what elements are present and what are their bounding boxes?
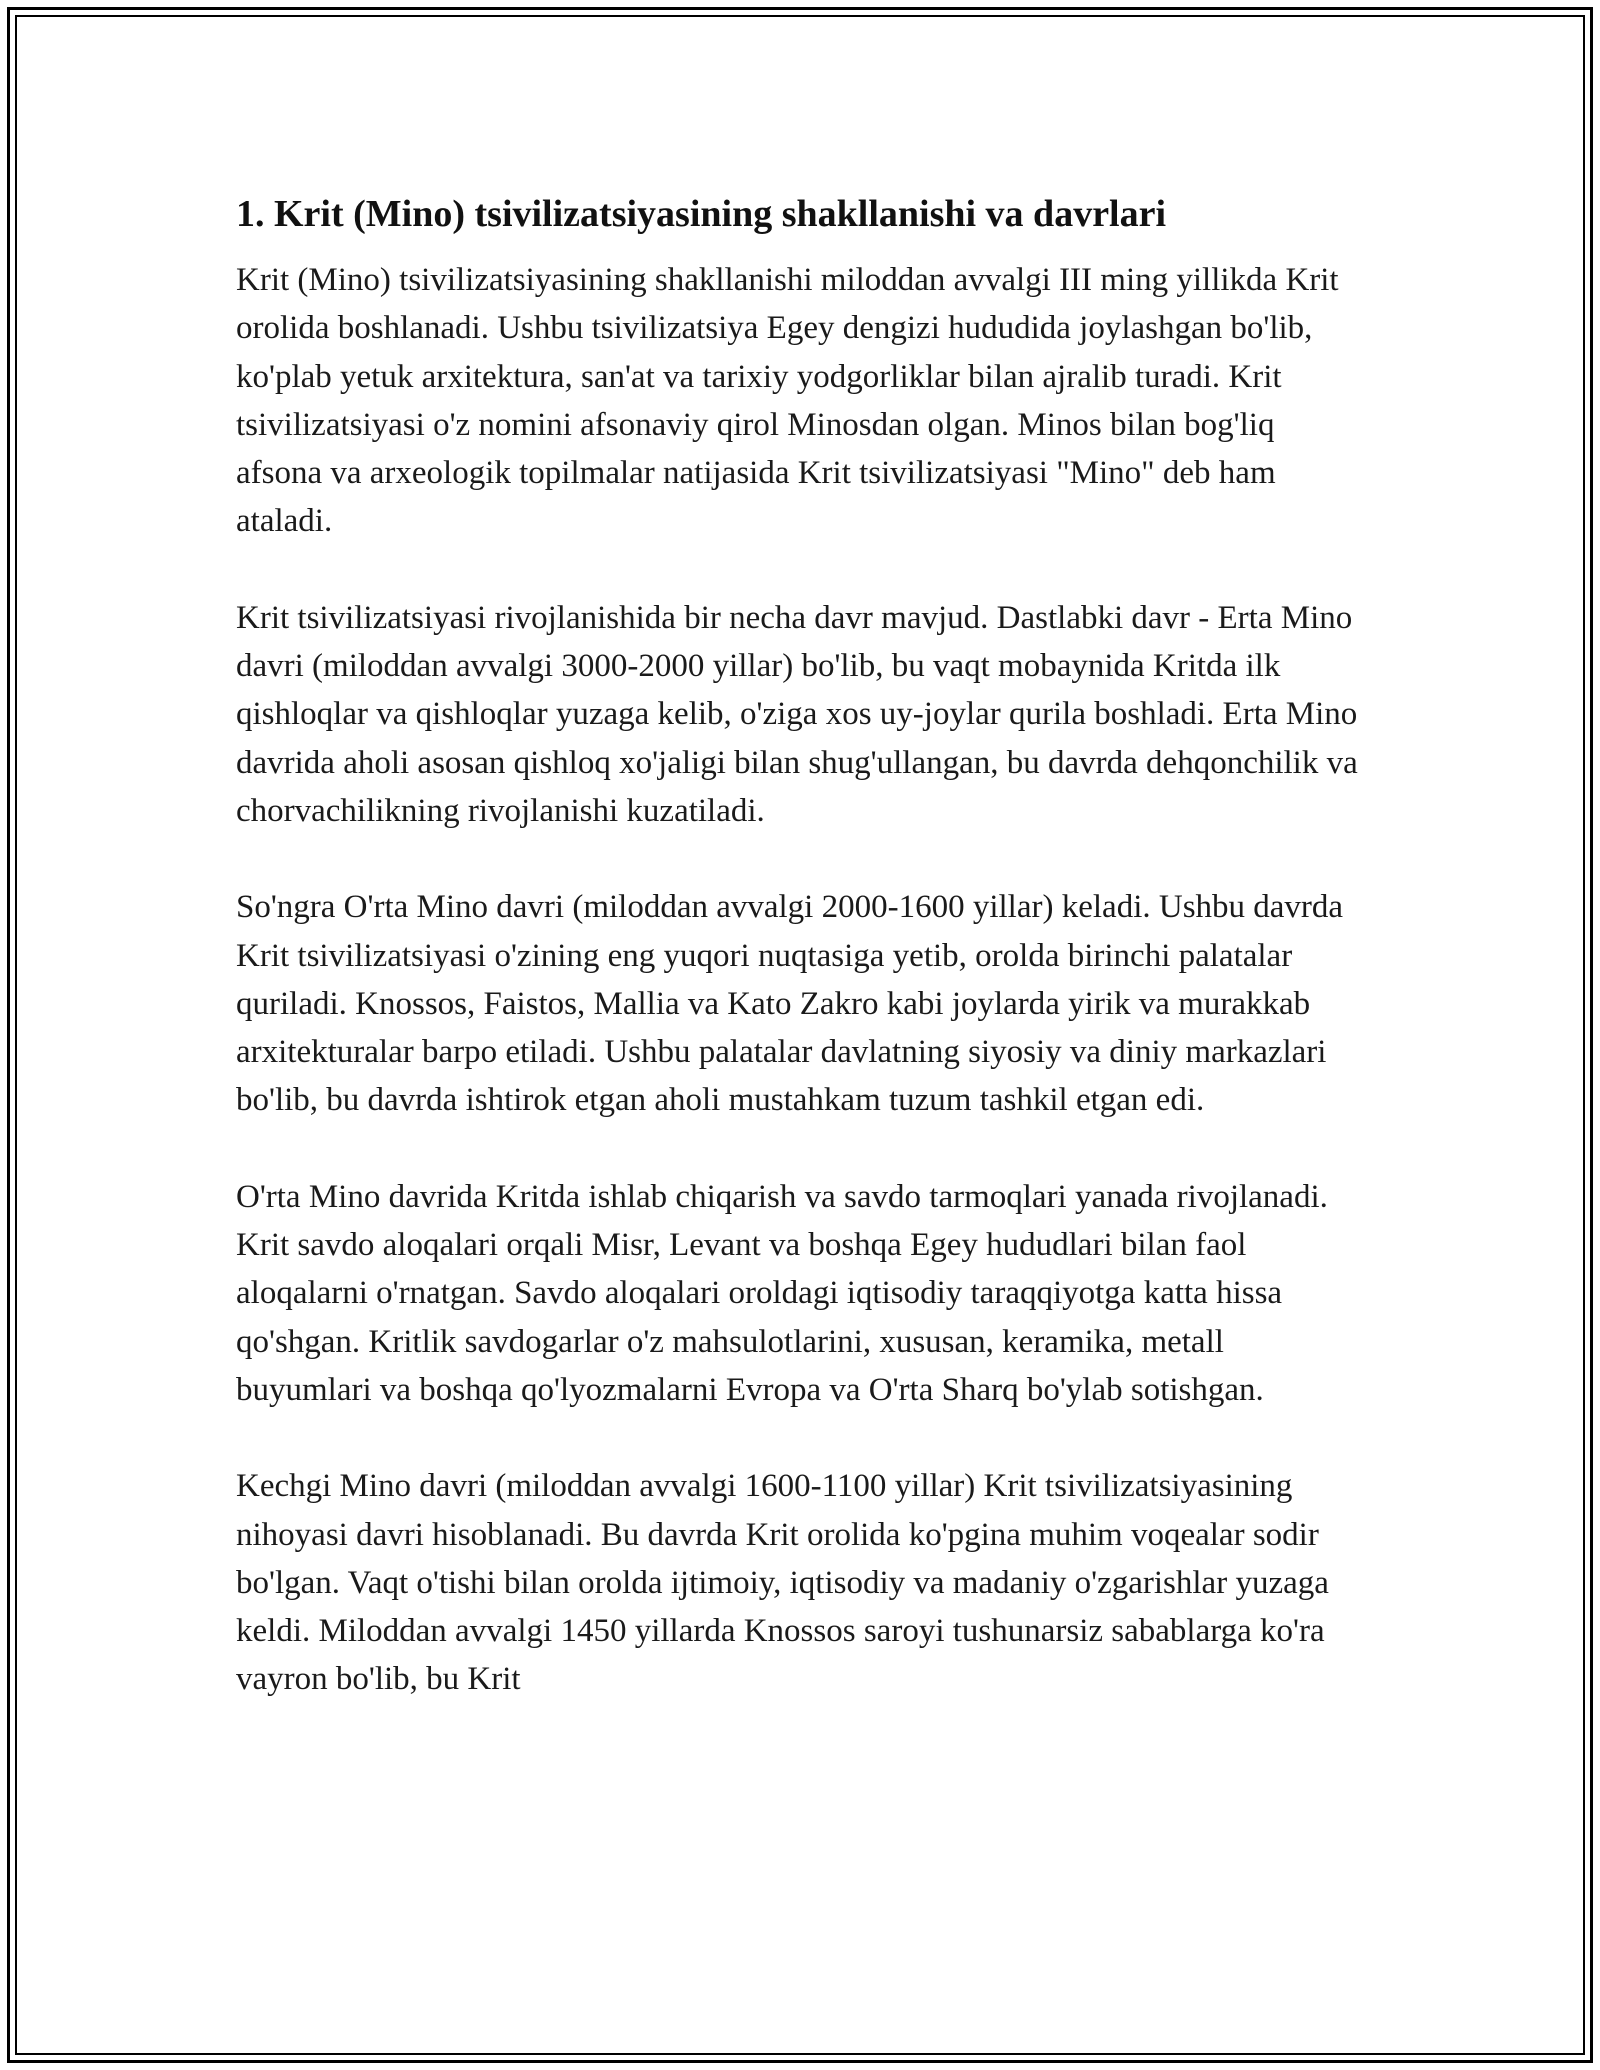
document-body	[236, 186, 1366, 1704]
section-heading: 1. Krit (Mino) tsivilizatsiyasining shakllanishi va davrlari	[236, 193, 1167, 235]
paragraph-2: Krit tsivilizatsiyasi rivojlanishida bir necha davr mavjud. Dastlabki davr - Erta Mino davri (miloddan avvalgi 3000-2000 yillar) bo'lib, bu vaqt mobaynida Kritda ilk qishloqlar va qishloqlar yuzaga kelib, o'ziga xos uy-joylar qurila boshladi. Erta Mino davrida aholi asosan qishloq xo'jaligi bilan shug'ullangan, bu davrda dehqonchilik va chorvachilikning rivojlanishi kuzatiladi.	[236, 599, 1358, 829]
paragraph-1: Krit (Mino) tsivilizatsiyasining shakllanishi miloddan avvalgi III ming yillikda Krit orolida boshlanadi. Ushbu tsivilizatsiya Egey dengizi hududida joylashgan bo'lib, ko'plab yetuk arxitektura, san'at va tarixiy yodgorliklar bilan ajralib turadi. Krit tsivilizatsiyasi o'z nomini afsonaviy qirol Minosdan olgan. Minos bilan bog'liq afsona va arxeologik topilmalar natijasida Krit tsivilizatsiyasi "Mino" deb ham ataladi.	[236, 262, 1339, 540]
paragraph-3: So'ngra O'rta Mino davri (miloddan avvalgi 2000-1600 yillar) keladi. Ushbu davrda Krit tsivilizatsiyasi o'zining eng yuqori nuqtasiga yetib, orolda birinchi palatalar quriladi. Knossos, Faistos, Mallia va Kato Zakro kabi joylarda yirik va murakkab arxitekturalar barpo etiladi. Ushbu palatalar davlatning siyosiy va diniy markazlari bo'lib, bu davrda ishtirok etgan aholi mustahkam tuzum tashkil etgan edi.	[236, 889, 1344, 1119]
paragraph-5: Kechgi Mino davri (miloddan avvalgi 1600-1100 yillar) Krit tsivilizatsiyasining nihoyasi davri hisoblanadi. Bu davrda Krit orolida ko'pgina muhim voqealar sodir bo'lgan. Vaqt o'tishi bilan orolda ijtimoiy, iqtisodiy va madaniy o'zgarishlar yuzaga keldi. Miloddan avvalgi 1450 yillarda Knossos saroyi tushunarsiz sabablarga ko'ra vayron bo'lib, bu Krit	[236, 1468, 1329, 1698]
paragraph-4: O'rta Mino davrida Kritda ishlab chiqarish va savdo tarmoqlari yanada rivojlanadi. Krit savdo aloqalari orqali Misr, Levant va boshqa Egey hududlari bilan faol aloqalarni o'rnatgan. Savdo aloqalari oroldagi iqtisodiy taraqqiyotga katta hissa qo'shgan. Kritlik savdogarlar o'z mahsulotlarini, xususan, keramika, metall buyumlari va boshqa qo'lyozmalarni Evropa va O'rta Sharq bo'ylab sotishgan.	[236, 1178, 1328, 1408]
